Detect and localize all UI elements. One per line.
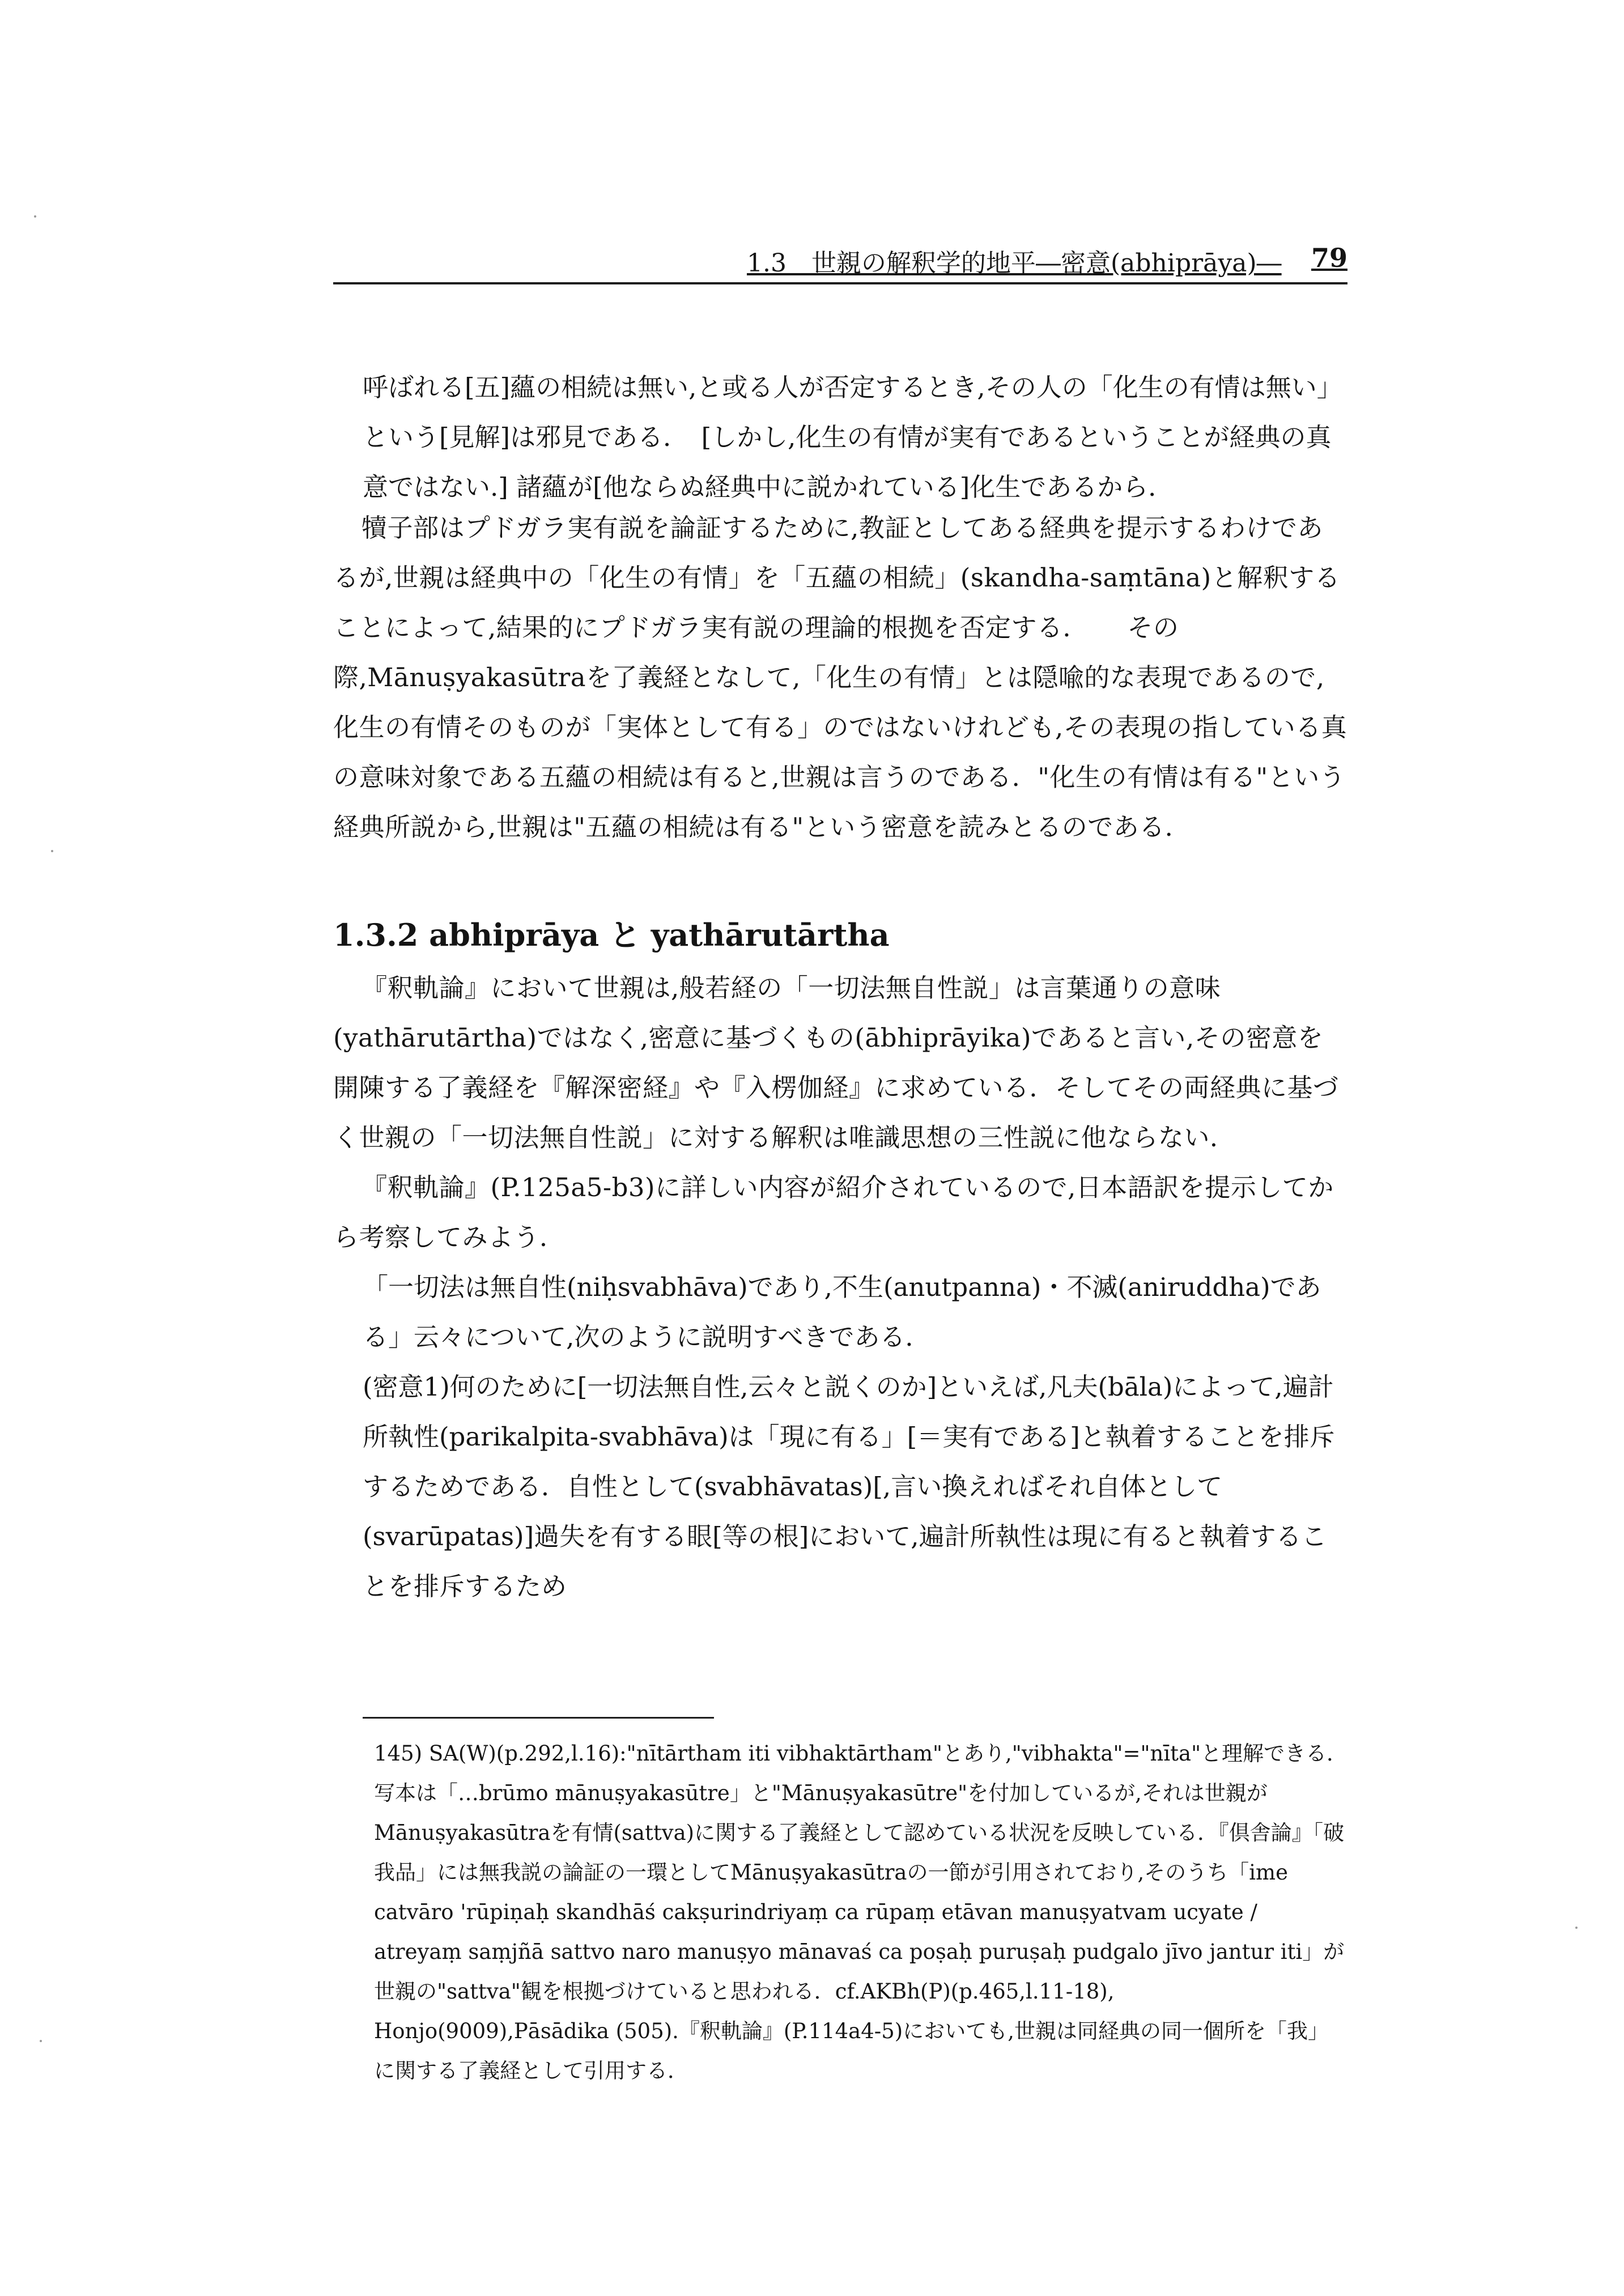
scan-speck (40, 2040, 42, 2042)
footnote-marker: 145) (374, 1741, 423, 1766)
footnote (374, 1734, 1349, 2091)
body-paragraph: 『釈軌論』において世親は,般若経の「一切法無自性説」は言葉通りの意味(yathārutārtha)ではなく,密意に基づくもの(ābhiprāyika)であると言い,その密意を開陳する了義経を『解深密経』や『入楞伽経』に求めている．そしてその両経典に基づく世親の「一切法無自性説」に対する解釈は唯識思想の三性説に他ならない． (333, 973, 1339, 1153)
scan-speck (34, 215, 36, 218)
footnote-rule (363, 1717, 714, 1719)
body-paragraph: 犢子部はプドガラ実有説を論証するために,教証としてある経典を提示するわけであるが,世親は経典中の「化生の有情」を「五蘊の相続」(skandha-saṃtāna)と解釈することによって,結果的にプドガラ実有説の理論的根拠を否定する． その際,Mānuṣyakasūtraを了義経となして,「化生の有情」とは隠喩的な表現であるので,化生の有情そのものが「実体として有る」のではないけれども,その表現の指している真の意味対象である五蘊の相続は有ると,世親は言うのである．"化生の有情は有る"という経典所説から,世親は"五蘊の相続は有る"という密意を読みとるのである． (333, 513, 1347, 842)
section-heading (333, 911, 890, 955)
section-number: 1.3.2 (333, 917, 419, 953)
scan-speck (51, 850, 53, 852)
body-paragraph: 『釈軌論』(P.125a5-b3)に詳しい内容が紹介されているので,日本語訳を提示してから考察してみよう． (333, 1172, 1334, 1252)
running-header (333, 243, 1347, 284)
page-number: 79 (1311, 243, 1347, 273)
running-header-title: 1.3 世親の解釈学的地平―密意(abhiprāya)― (747, 249, 1282, 278)
scan-speck (1575, 1927, 1578, 1929)
quote-paragraph: (密意1)何のために[一切法無自性,云々と説くのか]といえば,凡夫(bāla)によって,遍計所執性(parikalpita-svabhāva)は「現に有る」[＝実有である]と執着することを排斥するためである．自性として(svabhāvatas)[,言い換えればそれ自体として(svarūpatas)]過失を有する眼[等の根]において,遍計所執性は現に有ると執着することを排斥するため (363, 1372, 1335, 1601)
section-title: abhiprāya と yathārutārtha (429, 917, 890, 953)
quote-paragraph: 「一切法は無自性(niḥsvabhāva)であり,不生(anutpanna)・不滅(aniruddha)である」云々について,次のように説明すべきである． (363, 1272, 1321, 1352)
body-paragraph: 呼ばれる[五]蘊の相続は無い,と或る人が否定するとき,その人の「化生の有情は無い」という[見解]は邪見である． [しかし,化生の有情が実有であるということが経典の真意ではない.] 諸蘊が[他ならぬ経典中に説かれている]化生であるから． (363, 372, 1342, 502)
footnote-text: SA(W)(p.292,l.16):"nītārtham iti vibhaktārtham"とあり,"vibhakta"="nīta"と理解できる．写本は「…brūmo mānuṣyakasūtre」と"Mānuṣyakasūtre"を付加しているが,それは世親がMānuṣyakasūtraを有情(sattva)に関する了義経として認めている状況を反映している．『倶舎論』「破我品」には無我説の論証の一環としてMānuṣyakasūtraの一節が引用されており,そのうち「ime catvāro 'rūpiṇaḥ skandhāś cakṣurindriyaṃ ca rūpaṃ etāvan manuṣyatvam ucyate / atreyaṃ saṃjñā sattvo naro manuṣyo mānavaś ca poṣaḥ puruṣaḥ pudgalo jīvo jantur iti」が世親の"sattva"観を根拠づけていると思われる．cf.AKBh(P)(p.465,l.11-18), Honjo(9009),Pāsādika (505).『釈軌論』(P.114a4-5)においても,世親は同経典の同一個所を「我」に関する了義経として引用する． (374, 1741, 1348, 2083)
